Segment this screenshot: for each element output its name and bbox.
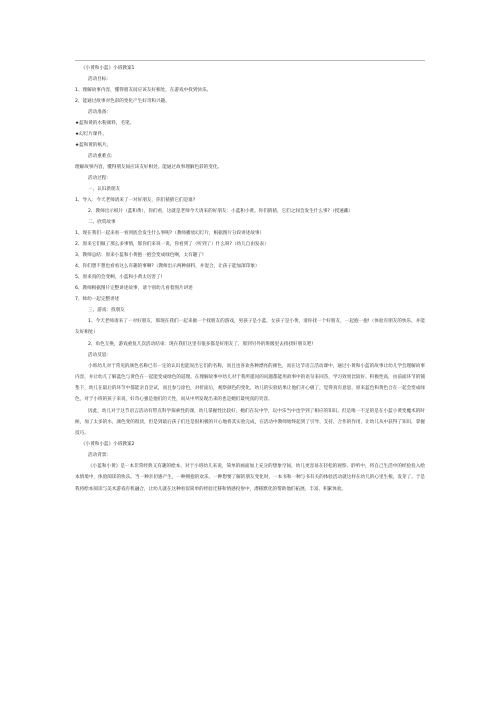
section2-item: 4、你们想不想也看看这么有趣的事啊?（教师出示两种颜料，并混合，让孩子能加深印象）: [75, 264, 260, 270]
goal-heading: 活动目标:: [88, 77, 108, 82]
section2-item: 7、师幼一起完整讲述: [75, 297, 120, 303]
section1-item: 1、导入：今天老师请来了一对好朋友，你们猜猜它们是谁?: [75, 198, 196, 203]
reflection-heading: 活动反思:: [88, 352, 108, 358]
process-heading: 活动过程:: [88, 176, 108, 181]
prep-heading: 活动准备:: [88, 110, 108, 115]
section2-item: 5、原来真的会变啊，小蓝和小黄太厉害了!: [75, 275, 163, 281]
section-heading-2: 二、欣赏故事: [88, 220, 116, 226]
section3-item: 1、今天老师请来了一对好朋友，那现在我们一起来做一个找朋友的游戏，男孩子是小蓝，女孩子是小黄，请你找一个好朋友，一起抱一抱!（体验有朋友的快乐，并能友好相处）: [75, 319, 425, 336]
reflection-paragraph: 因此，幼儿对于这节语言活动有带点科学探索性的课，幼儿掌握性比较好，她们在玩中学，玩中乐当中也学到了相应的知识。但是唯一不足的是在小蓝小黄变魔术的时候，加了太多的水，颜色变的很淡，但是到最后孩子们还是很积极的开心地将其实验完成，在活动中教师始终起到了引导、支持、合作的作用，让幼儿从中获得了知识，掌握技巧。: [75, 408, 425, 437]
section-heading-1: 一、认识新朋友: [88, 187, 121, 192]
reflection-paragraph: 小班幼儿对于常见的颜色名称已有一定的认识也能说出它们的名称，而且也喜欢各种漂亮的颜色，而在这节语言活动课中，通过小黄和小蓝的故事让幼儿学会理解故事内容，并让幼儿了解蓝色与黄色在一起能变成绿色的道理。在理解故事中幼儿对于我所提问的问题都能用故事中的语句来回答，学习效果比较好。积极性高，由前面环节的铺垫下，幼儿在最后的环节中都能亲自尝试，而且参与涂色，对折面后，观察颜色的变化，幼儿的实验结果让他们开心极了，觉得真有意思，原来蓝色和黄色合在一起会变成绿色，对于小班的孩子来说，好奇心强是他们的天性，而从中所发现出来的也是她们最纯真的笑容。: [75, 363, 425, 403]
goal-item: 1、理解故事内容，懂得朋友间应该友好相处，在游戏中找到快乐。: [75, 88, 212, 93]
key-text: 理解故事内容，懂得朋友间应该友好相处。能通过故事理解色彩的变化。: [75, 165, 223, 170]
section2-item: 6、教师根据图片完整讲述故事，请个别幼儿看着图片讲述: [75, 286, 193, 292]
prep-item: ★幻灯片课件。: [75, 132, 107, 137]
prep-item: ★蓝和黄的纸片。: [75, 143, 112, 148]
section2-item: 2、原来它们做了那么多事情，那你们来说一说，你看到了（听到了）什么呀?（幼儿自由发表）: [75, 242, 269, 248]
section2-item: 1、现在我们一起来看一看到底会发生什么事呢?（教师播放幻灯片，根据图片分段讲述故事）: [75, 231, 265, 237]
section3-item: 2、角色互换，游戏重复几次活动结束：现在我们这里有很多都是好朋友了，那到另外的班级里去找找好朋友吧!: [88, 341, 314, 347]
key-heading: 活动重难点:: [88, 154, 113, 159]
section1-item: 2、教师出示纸片（蓝和黄），你们看，这就是老师今天请来的好朋友：小蓝和小黄。你们猜猜，它们之间会发生什么事?（授速藏）: [88, 209, 353, 214]
section-heading-3: 三、游戏：找朋友: [88, 308, 125, 314]
doc1-title: 《小黄和小蓝》小班教案1: [81, 66, 135, 71]
goal-item: 2、能通过故事对色彩的变化产生好奇和兴趣。: [75, 99, 170, 104]
doc2-title: 《小黄和小蓝》小班教案2: [81, 442, 135, 448]
section2-item: 3、教师总结：原来小蓝和小黄抱一抱会变成绿色啊，太有趣了!: [75, 253, 204, 259]
header-rule: [75, 60, 425, 61]
background-heading: 活动背景:: [88, 453, 108, 459]
document-body: [75, 63, 425, 495]
background-paragraph: 《小蓝和小黄》是一本非常经典又有趣的绘本，对于小班幼儿来说，简单的画面加上充分的想象空间，幼儿更容易在轻松的观察、聆听中，将自己生活中的经验投入绘本情境中，体验阅读的快乐。当一种亲切感产生，一种拥抱的欢乐，一种想要了解的朋友变化时，一本书和一种与书有关的体验活动就这样在幼儿的心里生根、发芽了。于是我将绘本阅读与美术游戏有机融合，让幼儿就在这种看似简单的经验迁移和情感投射中，潜移默化的帮助他们拓展、丰富、积累体验。: [75, 464, 425, 492]
prep-item: ★蓝和黄的水粉颜料，毛笔。: [75, 121, 135, 126]
